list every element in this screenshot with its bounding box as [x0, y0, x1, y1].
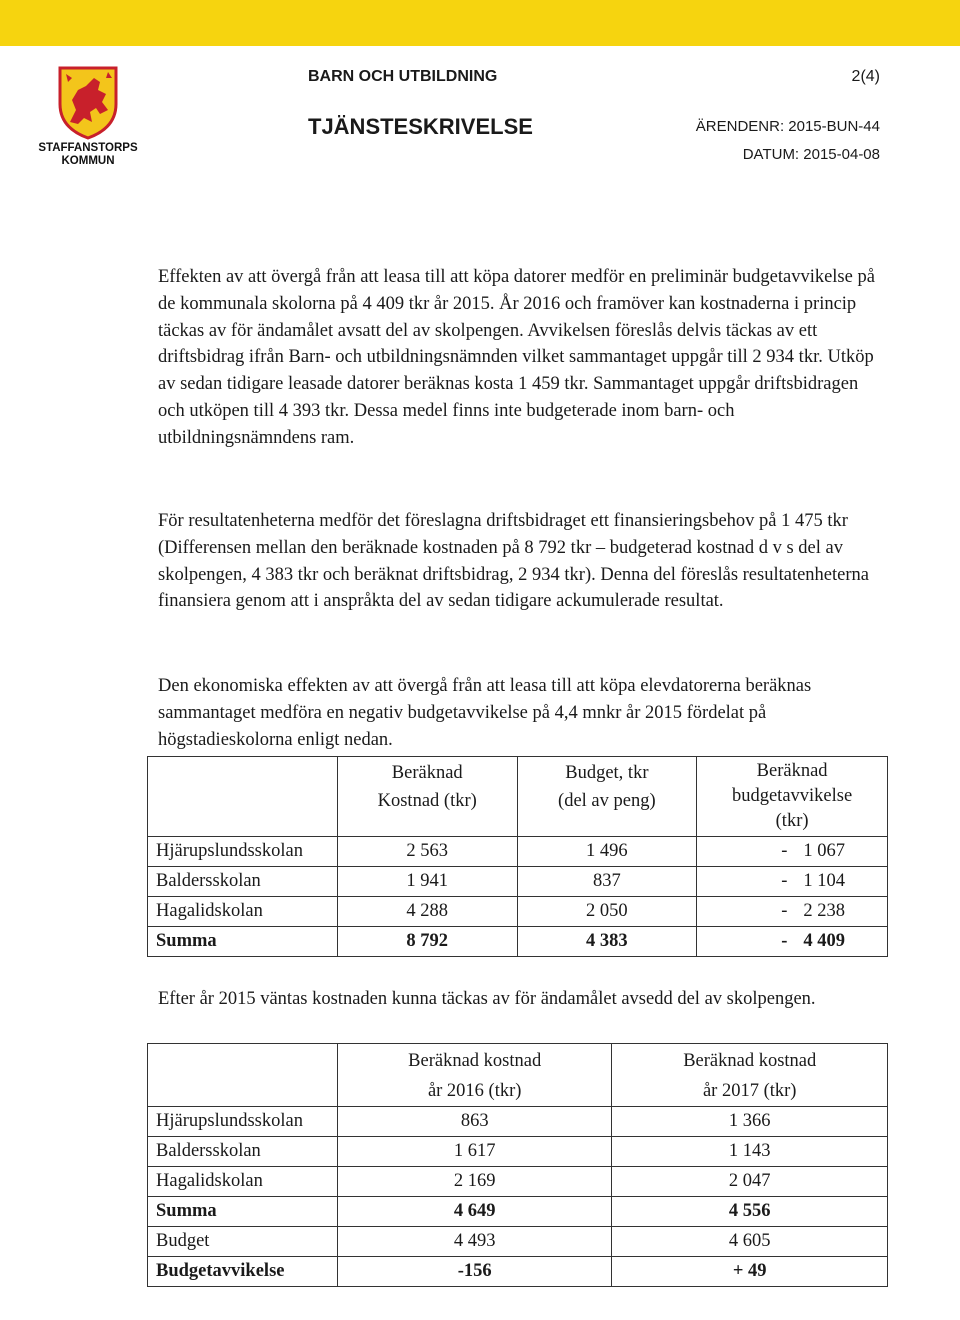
budget-value: 4 383 — [517, 927, 697, 957]
cost-2017-value: 1 366 — [612, 1107, 888, 1137]
deviation-cell — [697, 897, 888, 927]
table-row — [148, 1137, 888, 1167]
cost-2017-value: 2 047 — [612, 1167, 888, 1197]
budget-label: Budget — [148, 1227, 338, 1257]
header-text: (tkr) — [775, 811, 809, 831]
table-header-row — [148, 757, 888, 837]
table-row-deviation — [148, 1257, 888, 1287]
page-number: 2(4) — [851, 68, 880, 85]
deviation-cell — [697, 927, 888, 957]
table-header-empty — [148, 1044, 338, 1107]
cost-2017-value: + 49 — [612, 1257, 888, 1287]
minus-sign: - — [781, 871, 788, 891]
budget-value: 2 050 — [517, 897, 697, 927]
table-header-deviation — [697, 757, 888, 837]
header-text: år 2016 (tkr) — [427, 1081, 522, 1101]
paragraph-3: Den ekonomiska effekten av att övergå från att leasa till att köpa elevdatorerna beräknas sammantaget medföra en negativ budgetavvikelse på 4,4 mnkr år 2015 fördelat på högstadieskolorna enligt nedan. — [158, 676, 812, 750]
cost-2016-value: 863 — [337, 1107, 612, 1137]
table-header-2017 — [612, 1044, 888, 1107]
deviation-label: Budgetavvikelse — [148, 1257, 338, 1287]
cost-2016-value: 2 169 — [337, 1167, 612, 1197]
cost-2016-value: -156 — [337, 1257, 612, 1287]
coat-of-arms-lion-icon — [56, 64, 120, 140]
table-header-2016 — [337, 1044, 612, 1107]
deviation-value: 1 067 — [803, 841, 845, 861]
table-row-sum — [148, 1197, 888, 1227]
logo-text-line-2: KOMMUN — [61, 155, 115, 167]
case-number: ÄRENDENR: 2015-BUN-44 — [695, 118, 880, 135]
school-name: Hagalidskolan — [148, 1167, 338, 1197]
header-text: år 2017 (tkr) — [702, 1081, 797, 1101]
logo-text-line-1: STAFFANSTORPS — [38, 142, 138, 154]
table-header-empty — [148, 757, 338, 837]
cost-value: 2 563 — [337, 837, 517, 867]
sum-label: Summa — [148, 1197, 338, 1227]
minus-sign: - — [781, 841, 788, 861]
minus-sign: - — [781, 931, 788, 951]
top-color-bar — [0, 0, 960, 46]
table-row — [148, 867, 888, 897]
budget-value: 837 — [517, 867, 697, 897]
school-name: Baldersskolan — [148, 1137, 338, 1167]
document-date: DATUM: 2015-04-08 — [742, 146, 880, 163]
table-header-cost — [337, 757, 517, 837]
school-name: Hjärupslundsskolan — [148, 1107, 338, 1137]
cost-2017-value: 4 605 — [612, 1227, 888, 1257]
header-text: (del av peng) — [558, 791, 656, 811]
cost-value: 4 288 — [337, 897, 517, 927]
paragraph-1: Effekten av att övergå från att leasa till att köpa datorer medför en preliminär budgetavvikelse på de kommunala skolorna på 4 409 tkr år 2015. År 2016 och framöver kan kostnaderna i princip täckas av för ändamålet avsatt del av skolpengen. Avvikelsen föreslås delvis täckas av ett driftsbidrag ifrån Barn- och utbildningsnämnden vilket sammantaget uppgår till 2 934 tkr. Utköp av sedan tidigare leasade datorer beräknas kosta 1 459 tkr. Sammantaget uppgår driftsbidragen och utköpen till 4 393 tkr. Dessa medel finns inte budgeterade inom barn- och utbildningsnämndens ram. — [158, 267, 875, 448]
table-row — [148, 1107, 888, 1137]
header-text: Beräknad kostnad — [683, 1051, 817, 1071]
cost-value: 1 941 — [337, 867, 517, 897]
department-name: BARN OCH UTBILDNING — [308, 68, 498, 85]
table-row — [148, 897, 888, 927]
school-name: Hagalidskolan — [148, 897, 338, 927]
table-row-sum — [148, 927, 888, 957]
header-text: Beräknad — [391, 763, 463, 783]
school-name: Hjärupslundsskolan — [148, 837, 338, 867]
cost-table-2016-2017 — [147, 1043, 888, 1287]
header-text: Beräknad kostnad — [408, 1051, 542, 1071]
cost-2017-value: 4 556 — [612, 1197, 888, 1227]
deviation-value: 1 104 — [803, 871, 845, 891]
paragraph-2: För resultatenheterna medför det föreslagna driftsbidraget ett finansieringsbehov på 1 475 tkr (Differensen mellan den beräknade kostnaden på 8 792 tkr – budgeterad kostnad d v s del av skolpengen, 4 383 tkr och beräknat driftsbidrag, 2 934 tkr). Denna del föreslås resultatenheterna finansiera genom att i anspråkta del av sedan tidigare ackumulerade resultat. — [158, 511, 869, 612]
table-header-budget — [517, 757, 697, 837]
header-text: Budget, tkr — [565, 763, 649, 783]
cost-2017-value: 1 143 — [612, 1137, 888, 1167]
budget-value: 1 496 — [517, 837, 697, 867]
cost-value: 8 792 — [337, 927, 517, 957]
cost-2016-value: 4 493 — [337, 1227, 612, 1257]
header-text: budgetavvikelse — [731, 786, 853, 806]
table-header-row — [148, 1044, 888, 1107]
cost-2016-value: 1 617 — [337, 1137, 612, 1167]
document-title: TJÄNSTESKRIVELSE — [308, 114, 533, 139]
deviation-cell — [697, 837, 888, 867]
header-text: Kostnad (tkr) — [377, 791, 477, 811]
table-row — [148, 837, 888, 867]
header-text: Beräknad — [756, 761, 828, 781]
minus-sign: - — [781, 901, 788, 921]
deviation-value: 4 409 — [803, 931, 845, 951]
cost-2016-value: 4 649 — [337, 1197, 612, 1227]
school-name: Baldersskolan — [148, 867, 338, 897]
table-row-budget — [148, 1227, 888, 1257]
sum-label: Summa — [148, 927, 338, 957]
paragraph-4: Efter år 2015 väntas kostnaden kunna täckas av för ändamålet avsedd del av skolpengen. — [158, 989, 816, 1009]
deviation-cell — [697, 867, 888, 897]
table-row — [148, 1167, 888, 1197]
cost-table-2015 — [147, 756, 888, 957]
deviation-value: 2 238 — [803, 901, 845, 921]
